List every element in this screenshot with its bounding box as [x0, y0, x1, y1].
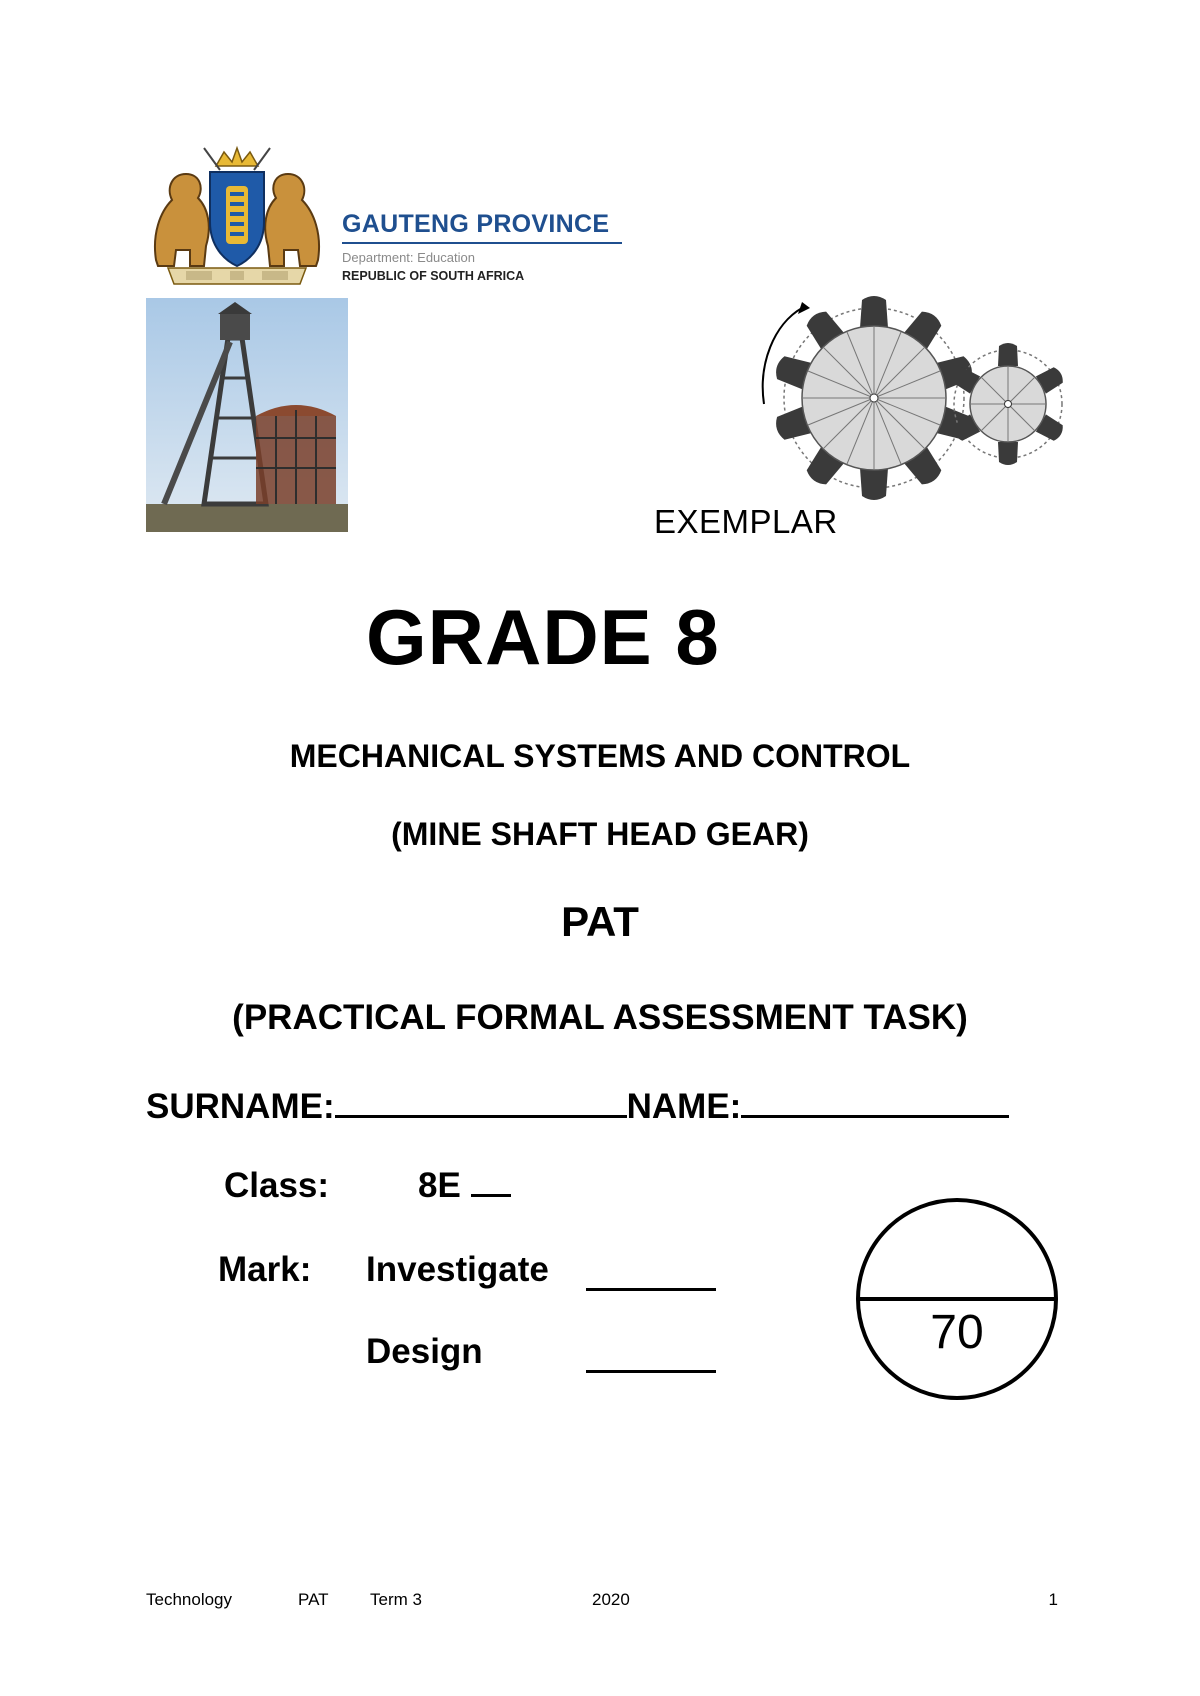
class-value-row: [418, 1166, 511, 1206]
subject-title: MECHANICAL SYSTEMS AND CONTROL: [289, 738, 911, 774]
footer-term: Term 3: [370, 1590, 422, 1609]
project-title: (MINE SHAFT HEAD GEAR): [391, 816, 809, 852]
footer-task: PAT: [298, 1590, 329, 1609]
surname-line[interactable]: [335, 1085, 627, 1118]
department-name: Department: Education: [342, 250, 475, 265]
coat-of-arms-icon: [146, 142, 328, 288]
design-line[interactable]: [586, 1344, 716, 1373]
mine-headgear-photo-icon: [146, 298, 348, 532]
pat-full-title: (PRACTICAL FORMAL ASSESSMENT TASK): [232, 998, 968, 1037]
logo-rule: [342, 242, 622, 244]
pat-title: PAT: [561, 898, 639, 945]
class-label: Class:: [224, 1166, 330, 1205]
meshing-gears-drawing-icon: [748, 294, 1068, 506]
name-label: NAME:: [626, 1087, 742, 1126]
class-blank-line[interactable]: [471, 1166, 511, 1197]
country-name: REPUBLIC OF SOUTH AFRICA: [342, 269, 525, 283]
total-mark: 70: [930, 1306, 984, 1359]
name-fields-row: [146, 1085, 1009, 1127]
footer-year: 2020: [592, 1590, 630, 1609]
surname-label: SURNAME:: [146, 1087, 335, 1126]
footer-subject: Technology: [146, 1590, 233, 1609]
mark-label: Mark:: [218, 1250, 312, 1289]
class-value: 8E: [418, 1166, 461, 1205]
grade-title: GRADE 8: [366, 593, 720, 681]
exemplar-label: EXEMPLAR: [654, 503, 838, 540]
score-circle: [854, 1196, 1060, 1402]
name-line[interactable]: [741, 1085, 1009, 1118]
design-label: Design: [366, 1332, 483, 1371]
logo-text: [342, 210, 622, 283]
investigate-label: Investigate: [366, 1250, 549, 1289]
gauteng-logo: [146, 142, 626, 288]
footer-page-number: 1: [1048, 1590, 1058, 1609]
investigate-line[interactable]: [586, 1262, 716, 1291]
province-name: GAUTENG PROVINCE: [342, 210, 610, 238]
